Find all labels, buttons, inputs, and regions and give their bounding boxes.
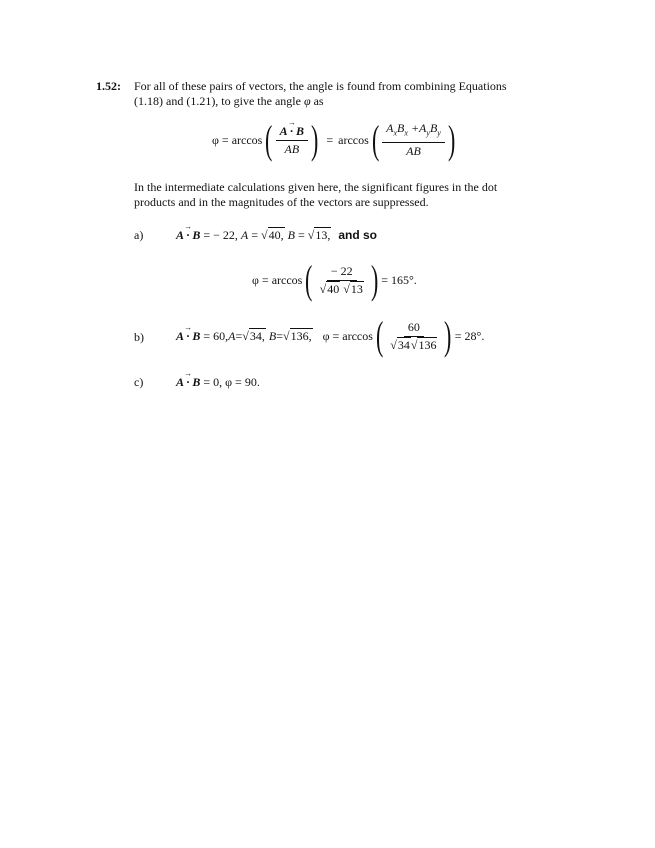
- part-b-statement: → A · B = 60, A = √34, B = √136, φ = arccos ( $\frac{60}{√34√136}$ ) = 28°.: [176, 316, 484, 356]
- left-paren: (: [265, 117, 273, 162]
- formula-fraction-2: [382, 121, 445, 158]
- problem-intro-end: as: [313, 94, 324, 108]
- part-a-result-value: = 165°.: [381, 272, 417, 287]
- problem-intro-line2: [134, 94, 324, 109]
- problem-intro-line1: For all of these pairs of vectors, the angle is found from combining Equations: [134, 79, 507, 93]
- right-paren: ): [311, 117, 319, 162]
- part-a-result: φ = arccos ( $\frac{- 22}{√40 √13}$ ) = 165°.: [252, 257, 417, 302]
- part-a-sqrt-A: √40,: [261, 228, 284, 242]
- part-b-phi: φ = arccos: [322, 328, 373, 343]
- left-paren-2: (: [371, 117, 380, 162]
- part-a-dot: → A · B: [176, 228, 200, 243]
- part-c-statement: → A · B = 0, φ = 90.: [176, 375, 260, 390]
- part-c-dot: → A · B: [176, 375, 200, 390]
- part-a-sqrt-B: √13,: [307, 228, 331, 242]
- formula-numerator-2: $A_xB_x +A_yB_y$: [382, 121, 445, 142]
- formula-arccos: arccos: [338, 132, 369, 147]
- formula-numerator: → A · B: [280, 124, 304, 139]
- part-a-result-lhs: φ = arccos: [252, 272, 303, 287]
- formula-equals: =: [326, 132, 334, 147]
- formula-denominator: AB: [284, 141, 300, 156]
- part-a-value: = − 22,: [203, 228, 241, 242]
- part-a-fraction: $\frac{- 22}{√40 √13}$: [319, 263, 363, 296]
- formula-fraction: [276, 124, 308, 157]
- part-b-dot: → A · B: [176, 329, 200, 344]
- general-formula: [212, 117, 458, 162]
- part-a-statement: → A · B = − 22, A = √40, B = √13, and so: [176, 228, 377, 243]
- part-b-fraction: $\frac{60}{√34√136}$: [390, 319, 437, 352]
- part-a-label: a): [134, 228, 144, 242]
- formula-lhs: φ = arccos: [212, 132, 263, 147]
- note-line1: In the intermediate calculations given here, the significant figures in the dot: [134, 180, 498, 194]
- formula-denominator-2: AB: [406, 143, 421, 158]
- part-b-label: b): [134, 330, 144, 344]
- problem-intro-text: (1.18) and (1.21), to give the angle: [134, 94, 301, 108]
- right-paren-2: ): [447, 117, 456, 162]
- problem-number: 1.52:: [96, 79, 121, 93]
- part-c-label: c): [134, 375, 144, 389]
- and-so: and so: [338, 228, 378, 242]
- note-line2: products and in the magnitudes of the vectors are suppressed.: [134, 195, 429, 209]
- part-b-result: = 28°.: [454, 328, 485, 343]
- phi-symbol: φ: [303, 94, 311, 108]
